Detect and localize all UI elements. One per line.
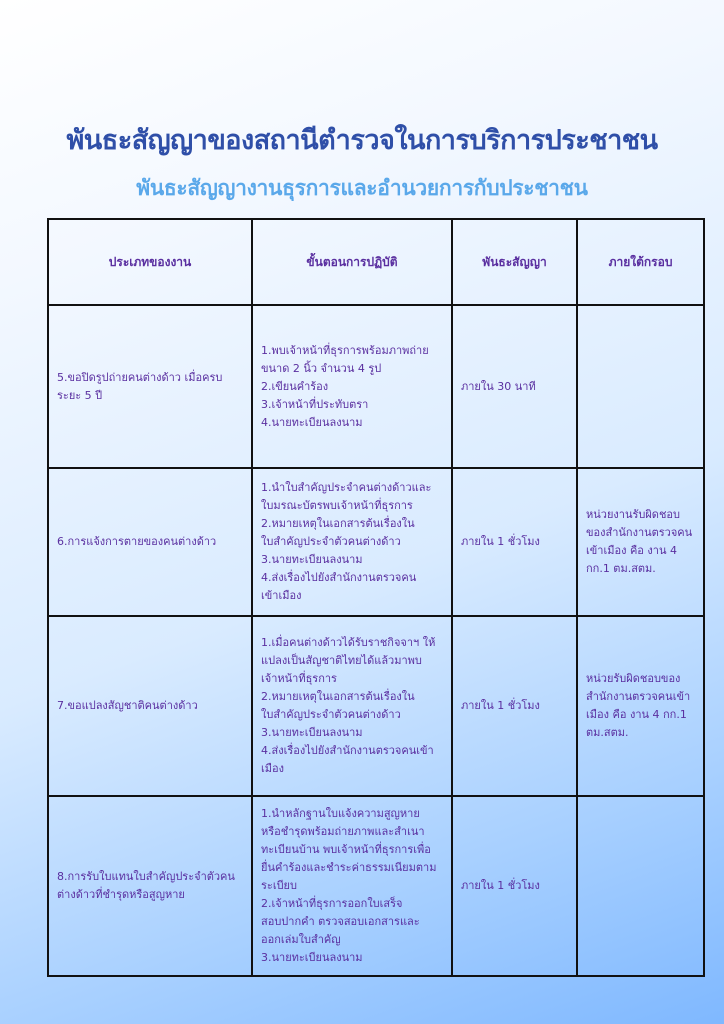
procedure-line: ใบสำคัญประจำตัวคนต่างด้าว [261, 535, 401, 548]
header-procedure: ขั้นตอนการปฏิบัติ [252, 219, 452, 305]
table-row [48, 796, 704, 976]
procedure-line: เข้าเมือง [261, 589, 302, 602]
page-subtitle: พันธะสัญญางานธุรการและอำนวยการกับประชาชน [136, 176, 588, 200]
procedure-line: 2.เจ้าหน้าที่ธุรการออกใบเสร็จ [261, 897, 403, 910]
cell-work-type: 6.การแจ้งการตายของคนต่างด้าว [48, 468, 252, 616]
header-work-type: ประเภทของงาน [48, 219, 252, 305]
procedure-line: 2.หมายเหตุในเอกสารต้นเรื่องใน [261, 690, 415, 703]
table-row [48, 468, 704, 616]
cell-work-type: 5.ขอปิดรูปถ่ายคนต่างด้าว เมื่อครบ ระยะ 5 ปี [48, 305, 252, 468]
procedure-line: สอบปากคำ ตรวจสอบเอกสารและ [261, 915, 420, 928]
procedure-line: หรือชำรุดพร้อมถ่ายภาพและสำเนา [261, 825, 425, 838]
cell-commitment: ภายใน 30 นาที [452, 305, 577, 468]
cell-commitment: ภายใน 1 ชั่วโมง [452, 796, 577, 976]
procedure-line: ทะเบียนบ้าน พบเจ้าหน้าที่ธุรการเพื่อ [261, 843, 431, 856]
procedure-line: แปลงเป็นสัญชาติไทยได้แล้วมาพบ [261, 654, 422, 667]
table-header-row [48, 219, 704, 305]
cell-framework: หน่วยรับผิดชอบของ สำนักงานตรวจคนเข้า เมือง คือ งาน 4 กก.1 ตม.สตม. [577, 616, 704, 796]
table-row [48, 305, 704, 468]
cell-work-type: 8.การรับใบแทนใบสำคัญประจำตัวคน ต่างด้าวที่ชำรุดหรือสูญหาย [48, 796, 252, 976]
cell-framework [577, 796, 704, 976]
commitment-table [47, 218, 705, 977]
procedure-line: 1.พบเจ้าหน้าที่ธุรการพร้อมภาพถ่าย [261, 343, 429, 357]
procedure-line: 4.ส่งเรื่องไปยังสำนักงานตรวจคนเข้า [261, 744, 434, 757]
procedure-line: ยื่นคำร้องและชำระค่าธรรมเนียมตาม [261, 861, 437, 874]
cell-procedure [252, 468, 452, 616]
cell-framework: หน่วยงานรับผิดชอบ ของสำนักงานตรวจคน เข้าเมือง คือ งาน 4 กก.1 ตม.สตม. [577, 468, 704, 616]
procedure-line: 2.หมายเหตุในเอกสารต้นเรื่องใน [261, 517, 415, 530]
cell-procedure [252, 305, 452, 468]
header-framework: ภายใต้กรอบ [577, 219, 704, 305]
procedure-line: ระเบียบ [261, 879, 297, 892]
procedure-line: 3.นายทะเบียนลงนาม [261, 553, 363, 566]
cell-commitment: ภายใน 1 ชั่วโมง [452, 468, 577, 616]
cell-procedure [252, 796, 452, 976]
cell-procedure [252, 616, 452, 796]
procedure-line: 4.ส่งเรื่องไปยังสำนักงานตรวจคน [261, 571, 417, 584]
procedure-line: 1.เมื่อคนต่างด้าวได้รับราชกิจจาฯ ให้ [261, 636, 436, 649]
procedure-line: 3.นายทะเบียนลงนาม [261, 726, 363, 739]
procedure-line: เจ้าหน้าที่ธุรการ [261, 672, 337, 685]
procedure-line: 2.เขียนคำร้อง [261, 379, 329, 393]
procedure-line: 1.นำใบสำคัญประจำคนต่างด้าวและ [261, 481, 432, 494]
procedure-line: 1.นำหลักฐานใบแจ้งความสูญหาย [261, 807, 420, 820]
procedure-line: ออกเล่มใบสำคัญ [261, 933, 341, 946]
header-commitment: พันธะสัญญา [452, 219, 577, 305]
procedure-line: ใบสำคัญประจำตัวคนต่างด้าว [261, 708, 401, 721]
table-row [48, 616, 704, 796]
page-title: พันธะสัญญาของสถานีตำรวจในการบริการประชาชน [66, 125, 658, 156]
procedure-line: ขนาด 2 นิ้ว จำนวน 4 รูป [261, 361, 382, 375]
procedure-line: 3.เจ้าหน้าที่ประทับตรา [261, 397, 369, 411]
cell-commitment: ภายใน 1 ชั่วโมง [452, 616, 577, 796]
cell-work-type: 7.ขอแปลงสัญชาติคนต่างด้าว [48, 616, 252, 796]
procedure-line: เมือง [261, 762, 284, 775]
procedure-line: 3.นายทะเบียนลงนาม [261, 951, 363, 964]
procedure-line: 4.นายทะเบียนลงนาม [261, 415, 363, 429]
cell-framework [577, 305, 704, 468]
procedure-line: ใบมรณะบัตรพบเจ้าหน้าที่ธุรการ [261, 499, 413, 512]
